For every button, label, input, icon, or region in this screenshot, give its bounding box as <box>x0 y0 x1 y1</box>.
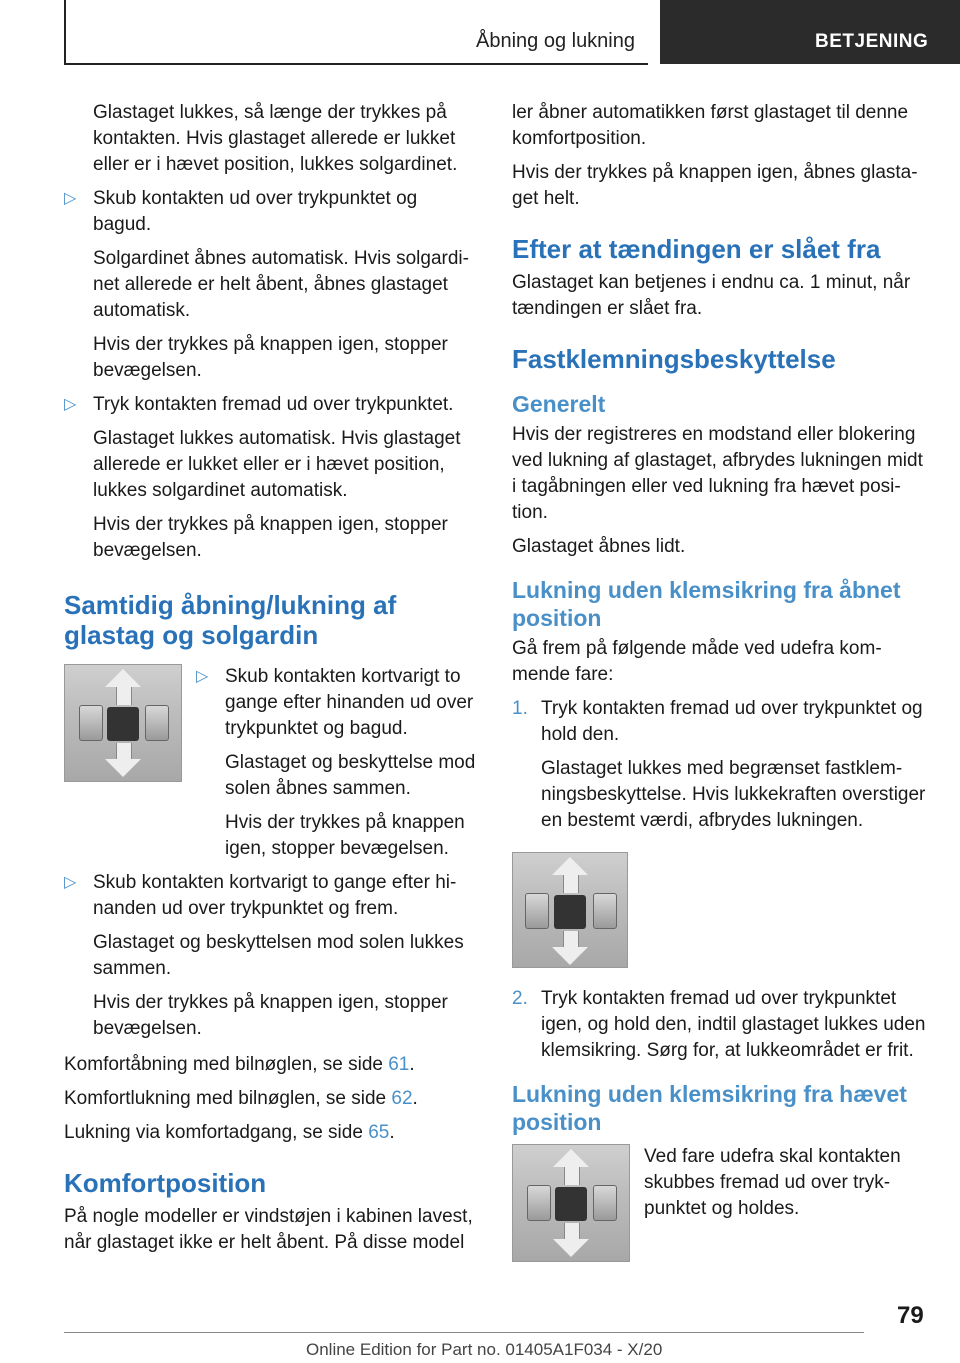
page-link[interactable]: 62 <box>391 1088 413 1109</box>
triangle-bullet-icon: ▷ <box>64 190 77 207</box>
list-item: ▷ Skub kontakten kortvarigt to gange efter hinanden ud over trykpunktet og bagud. <box>196 666 474 739</box>
paragraph: Glastaget åbnes lidt. <box>512 536 686 557</box>
paragraph: Glastaget og beskyttelsen mod solen lukkes sammen. <box>93 932 464 979</box>
heading-simultaneous: Samtidig åbning/lukning af glastag og solgardin <box>64 590 397 650</box>
reference: Komfortlukning med bilnøglen, se side 62. <box>64 1088 418 1109</box>
list-item: ▷ Tryk kontakten fremad ud over trykpunktet. <box>64 392 476 418</box>
paragraph: Solgardinet åbnes automatisk. Hvis solgardinet allerede er helt åbent, åbnes glastaget automatisk. <box>93 248 469 321</box>
paragraph: Glastaget lukkes, så længe der trykkes på kontakten. Hvis glastaget allerede er lukket eller er i hævet position, lukkes solgardinet. <box>93 102 458 175</box>
roof-switch-illustration <box>512 1144 630 1262</box>
footer-rule <box>64 1332 864 1333</box>
left-column <box>64 100 476 1264</box>
right-column <box>512 100 930 1262</box>
triangle-bullet-icon: ▷ <box>64 874 77 891</box>
paragraph: Glastaget og beskyttelse mod solen åbnes sammen. <box>225 752 476 799</box>
heading-after-ignition: Efter at tændingen er slået fra <box>512 234 881 264</box>
heading-general: Generelt <box>512 391 606 417</box>
page-link[interactable]: 65 <box>368 1122 390 1143</box>
paragraph: Hvis der trykkes på knappen igen, stopper bevægelsen. <box>93 992 448 1039</box>
list-item: ▷ Skub kontakten kortvarigt to gange efter hinanden ud over trykpunktet og frem. <box>64 872 457 919</box>
list-item: 1. Tryk kontakten fremad ud over trykpunktet og hold den. <box>512 698 923 745</box>
paragraph: Hvis der trykkes på knappen igen, åbnes glastaget helt. <box>512 162 918 209</box>
chapter-tab <box>660 0 960 64</box>
page-link[interactable]: 61 <box>388 1054 410 1075</box>
page-number: 79 <box>897 1302 924 1329</box>
paragraph: Hvis der trykkes på knappen igen, stopper bevægelsen. <box>93 334 448 381</box>
reference: Komfortåbning med bilnøglen, se side 61. <box>64 1054 415 1075</box>
heading-comfort: Komfortposition <box>64 1168 267 1198</box>
chapter-tab-label: BETJENING <box>815 31 929 52</box>
paragraph: Glastaget kan betjenes i endnu ca. 1 minut, når tændingen er slået fra. <box>512 272 911 319</box>
header-rule-bottom <box>64 63 648 65</box>
paragraph: ler åbner automatikken først glastaget til denne komfortposition. <box>512 102 909 149</box>
paragraph: Ved fare udefra skal kontakten skubbes fremad ud over trykpunktet og holdes. <box>644 1146 901 1219</box>
section-title: Åbning og lukning <box>475 30 635 52</box>
roof-switch-illustration <box>512 852 628 968</box>
paragraph: På nogle modeller er vindstøjen i kabinen lavest, når glastaget ikke er helt åbent. På disse model <box>64 1206 473 1253</box>
paragraph: Glastaget lukkes automatisk. Hvis glastaget allerede er lukket eller er i hævet position, lukkes solgardinet automatisk. <box>93 428 461 501</box>
heading-closing-raised: Lukning uden klemsikring fra hævet position <box>512 1081 907 1135</box>
triangle-bullet-icon: ▷ <box>196 668 209 685</box>
heading-closing-open: Lukning uden klemsikring fra åbnet position <box>512 577 901 631</box>
paragraph: Hvis der registreres en modstand eller blokering ved lukning af glastaget, afbrydes lukningen midt i tagåbningen eller ved lukning fra hævet position. <box>512 424 923 523</box>
list-item: 2. Tryk kontakten fremad ud over trykpunktet igen, og hold den, indtil glastaget lukkes uden klemsikring. Sørg for, at lukkeområdet er frit. <box>512 988 926 1061</box>
paragraph: Hvis der trykkes på knappen igen, stopper bevægelsen. <box>225 812 465 859</box>
footer-edition: Online Edition for Part no. 01405A1F034 - X/20 <box>306 1340 663 1359</box>
list-item: ▷ Skub kontakten ud over trykpunktet og bagud. <box>64 188 418 235</box>
reference: Lukning via komfortadgang, se side 65. <box>64 1122 395 1143</box>
heading-pinch-protection: Fastklemningsbeskyttelse <box>512 344 836 374</box>
triangle-bullet-icon: ▷ <box>64 396 77 413</box>
paragraph: Gå frem på følgende måde ved udefra kommende fare: <box>512 638 882 685</box>
paragraph: Glastaget lukkes med begrænset fastklemningsbeskyttelse. Hvis lukkekraften overstiger en bestemt værdi, afbrydes lukningen. <box>541 758 926 831</box>
paragraph: Hvis der trykkes på knappen igen, stopper bevægelsen. <box>93 514 448 561</box>
header-rule-left <box>64 0 66 64</box>
roof-switch-illustration <box>64 664 182 782</box>
